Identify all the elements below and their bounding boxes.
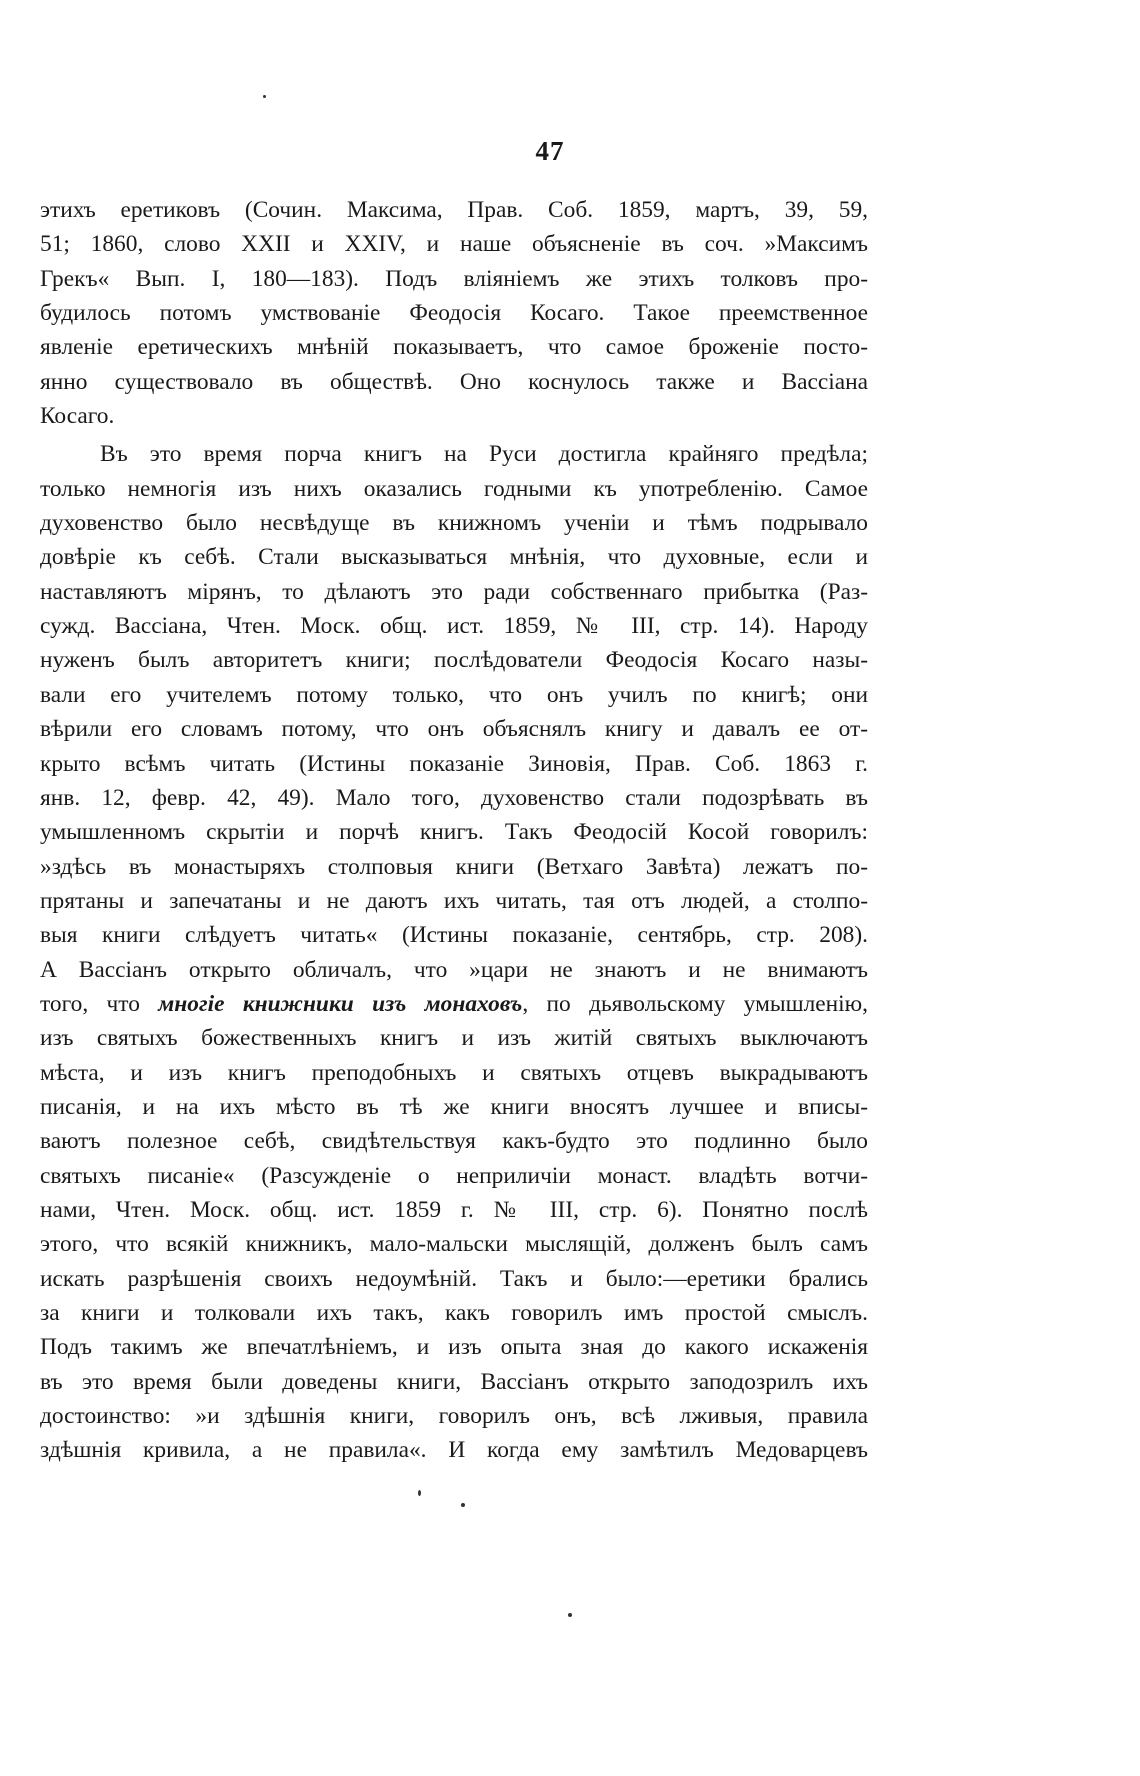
- text-line: сужд. Вассіана, Чтен. Моск. общ. ист. 1859, № III, стр. 14). Народу: [40, 613, 868, 640]
- text-line: Косаго.: [40, 403, 115, 430]
- text-line: за книги и толковали ихъ такъ, какъ говорилъ имъ простой смыслъ.: [40, 1300, 868, 1326]
- text-line: святыхъ писаніе« (Разсужденіе о неприличіи монаст. владѣть вотчи-: [40, 1162, 868, 1189]
- text-line: наставляютъ мірянъ, то дѣлаютъ это ради собственнаго прибытка (Раз-: [40, 578, 868, 605]
- text-line: этихъ еретиковъ (Сочин. Максима, Прав. Соб. 1859, мартъ, 39, 59,: [40, 197, 868, 223]
- text-line: умышленномъ скрытіи и порчѣ книгъ. Такъ Феодосій Косой говорилъ:: [40, 819, 868, 846]
- text-line: достоинство: »и здѣшнія книги, говорилъ онъ, всѣ лживыя, правила: [40, 1403, 868, 1430]
- page-number: 47: [535, 136, 565, 166]
- text-line: Грекъ« Вып. I, 180—183). Подъ вліяніемъ же этихъ толковъ про-: [40, 265, 868, 292]
- text-line-with-italic: [40, 987, 868, 1021]
- text-line: этого, что всякій книжникъ, мало-мальски мыслящій, долженъ былъ самъ: [40, 1231, 868, 1258]
- text-line: Подъ такимъ же впечатлѣніемъ, и изъ опыта зная до какого искаженія: [40, 1334, 868, 1361]
- text-line: вали его учителемъ потому только, что онъ училъ по книгѣ; они: [40, 681, 868, 708]
- text-line: янв. 12, февр. 42, 49). Мало того, духовенство стали подозрѣвать въ: [40, 784, 868, 811]
- text-line: духовенство было несвѣдуще въ книжномъ ученіи и тѣмъ подрывало: [40, 510, 868, 537]
- scan-speck: [418, 1490, 421, 1496]
- text-line: только немногія изъ нихъ оказались годными къ употребленію. Самое: [40, 475, 868, 502]
- text-line: 51; 1860, слово XXII и XXIV, и наше объясненіе въ соч. »Максимъ: [40, 231, 868, 258]
- text-line: писанія, и на ихъ мѣсто въ тѣ же книги вносятъ лучшее и вписы-: [40, 1093, 868, 1120]
- text-line: мѣста, и изъ книгъ преподобныхъ и святыхъ отцевъ выкрадываютъ: [40, 1059, 868, 1086]
- scan-speck: [461, 1503, 465, 1507]
- text-line: крыто всѣмъ читать (Истины показаніе Зиновія, Прав. Соб. 1863 г.: [40, 750, 868, 777]
- text-line: искать разрѣшенія своихъ недоумѣній. Такъ и было:—еретики брались: [40, 1265, 868, 1292]
- body-text: [40, 193, 868, 1468]
- text-line: прятаны и запечатаны и не даютъ ихъ читать, тая отъ людей, а столпо-: [40, 887, 868, 914]
- text-line: выя книги слѣдуетъ читать« (Истины показаніе, сентябрь, стр. 208).: [40, 922, 868, 949]
- text-line: ваютъ полезное себѣ, свидѣтельствуя какъ-будто это подлинно было: [40, 1128, 868, 1155]
- text-line: вѣрили его словамъ потому, что онъ объяснялъ книгу и давалъ ее от-: [40, 716, 868, 743]
- text-line: явленіе еретическихъ мнѣній показываетъ, что самое броженіе посто-: [40, 334, 868, 361]
- text-line: нами, Чтен. Моск. общ. ист. 1859 г. № III, стр. 6). Понятно послѣ: [40, 1196, 868, 1223]
- scan-speck: [568, 1613, 572, 1617]
- text-line: изъ святыхъ божественныхъ книгъ и изъ житій святыхъ выключаютъ: [40, 1025, 868, 1052]
- text-line: »здѣсь въ монастыряхъ столповыя книги (Ветхаго Завѣта) лежатъ по-: [40, 853, 868, 880]
- text-line: здѣшнія кривила, а не правила«. И когда ему замѣтилъ Медоварцевъ: [40, 1437, 868, 1464]
- scan-speck: [263, 95, 266, 98]
- text-line: нуженъ былъ авторитетъ книги; послѣдователи Феодосія Косаго назы-: [40, 647, 868, 674]
- paragraph-1: [40, 193, 868, 433]
- text-line: въ это время были доведены книги, Вассіанъ открыто заподозрилъ ихъ: [40, 1368, 868, 1395]
- text-fragment: , по дьявольскому умышленію,: [522, 990, 868, 1017]
- text-line: А Вассіанъ открыто обличалъ, что »цари не знаютъ и не внимаютъ: [40, 956, 868, 983]
- italic-phrase: многіе книжники изъ монаховъ: [158, 990, 523, 1017]
- text-line: будилось потомъ умствованіе Феодосія Косаго. Такое преемственное: [40, 300, 868, 327]
- text-fragment: того, что: [40, 990, 159, 1017]
- text-line: довѣріе къ себѣ. Стали высказываться мнѣнія, что духовные, если и: [40, 544, 868, 571]
- text-line: янно существовало въ обществѣ. Оно коснулось также и Вассіана: [40, 368, 868, 395]
- text-line: Въ это время порча книгъ на Руси достигла крайняго предѣла;: [100, 441, 868, 468]
- paragraph-2: [40, 437, 868, 1467]
